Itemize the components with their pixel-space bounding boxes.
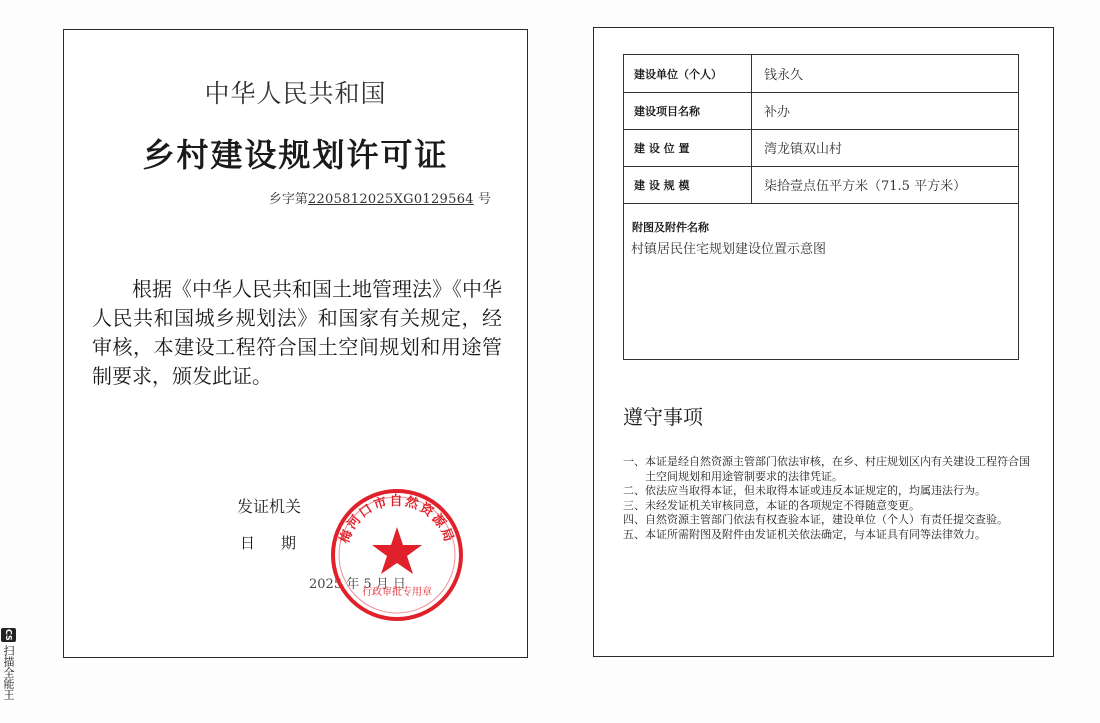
attachments-label: 附图及附件名称 <box>632 221 709 234</box>
row-label: 建设单位（个人） <box>624 55 752 92</box>
issue-date: 2025 年 5 月 日 <box>309 577 406 592</box>
country-name: 中华人民共和国 <box>204 79 387 108</box>
notes-title: 遵守事项 <box>623 405 703 429</box>
list-item <box>623 513 1033 528</box>
attachments-value: 村镇居民住宅规划建设位置示意图 <box>631 242 827 257</box>
date-label-b: 期 <box>281 534 297 552</box>
note-text: 本证所需附图及附件由发证机关依法确定，与本证具有同等法律效力。 <box>645 527 986 541</box>
notes-list <box>623 455 1033 542</box>
certificate-number <box>269 188 491 207</box>
note-text: 依法应当取得本证，但未取得本证或违反本证规定的，均属违法行为。 <box>645 484 986 497</box>
table-row <box>624 55 1018 93</box>
row-value: 柒拾壹点伍平方米（71.5 平方米） <box>764 179 967 194</box>
table-row <box>624 166 1018 204</box>
row-value: 湾龙镇双山村 <box>764 142 843 157</box>
list-item <box>623 484 1033 499</box>
note-text: 自然资源主管部门依法有权查验本证，建设单位（个人）有责任提交查验。 <box>645 513 1008 526</box>
row-value: 钱永久 <box>764 68 804 83</box>
date-label <box>240 532 296 553</box>
row-value: 补办 <box>764 105 791 120</box>
svg-text:行政审批专用章: 行政审批专用章 <box>362 587 432 598</box>
list-item <box>623 499 1033 514</box>
issuer-label: 发证机关 <box>237 497 302 516</box>
watermark-text: 扫描全能王 <box>2 644 15 700</box>
note-text: 未经发证机关审核同意，本证的各项规定不得随意变更。 <box>645 498 920 512</box>
table-row <box>624 129 1018 167</box>
cert-prefix: 乡字第 <box>268 192 308 207</box>
note-number: 二、 <box>623 484 645 497</box>
certificate-cover-page <box>63 29 528 658</box>
note-number: 四、 <box>623 513 645 526</box>
scanner-app-watermark <box>2 628 16 700</box>
note-number: 三、 <box>623 498 645 512</box>
cert-number-value: 2205812025XG0129564 <box>307 192 474 207</box>
construction-info-table <box>623 54 1019 360</box>
official-seal-stamp <box>327 485 467 625</box>
svg-text:梅河口市自然资源局: 梅河口市自然资源局 <box>337 494 457 546</box>
certificate-title: 乡村建设规划许可证 <box>142 136 449 174</box>
table-row <box>624 92 1018 130</box>
cs-logo-icon: CS <box>1 628 16 642</box>
row-label: 建 设 位 置 <box>624 129 752 166</box>
list-item <box>623 455 1033 484</box>
row-label: 建 设 规 模 <box>624 166 752 203</box>
date-label-a: 日 <box>240 534 256 552</box>
certificate-body-text: 根据《中华人民共和国土地管理法》《中华人民共和国城乡规划法》和国家有关规定，经审核，本建设工程符合国土空间规划和用途管制要求，颁发此证。 <box>92 277 502 388</box>
list-item <box>623 528 1033 543</box>
note-number: 一、 <box>623 455 645 468</box>
note-number: 五、 <box>623 527 645 541</box>
note-text: 本证是经自然资源主管部门依法审核，在乡、村庄规划区内有关建设工程符合国土空间规划和用途管制要求的法律凭证。 <box>645 455 1030 483</box>
cert-suffix: 号 <box>477 192 491 207</box>
certificate-details-page <box>593 27 1054 657</box>
row-label: 建设项目名称 <box>624 92 752 129</box>
